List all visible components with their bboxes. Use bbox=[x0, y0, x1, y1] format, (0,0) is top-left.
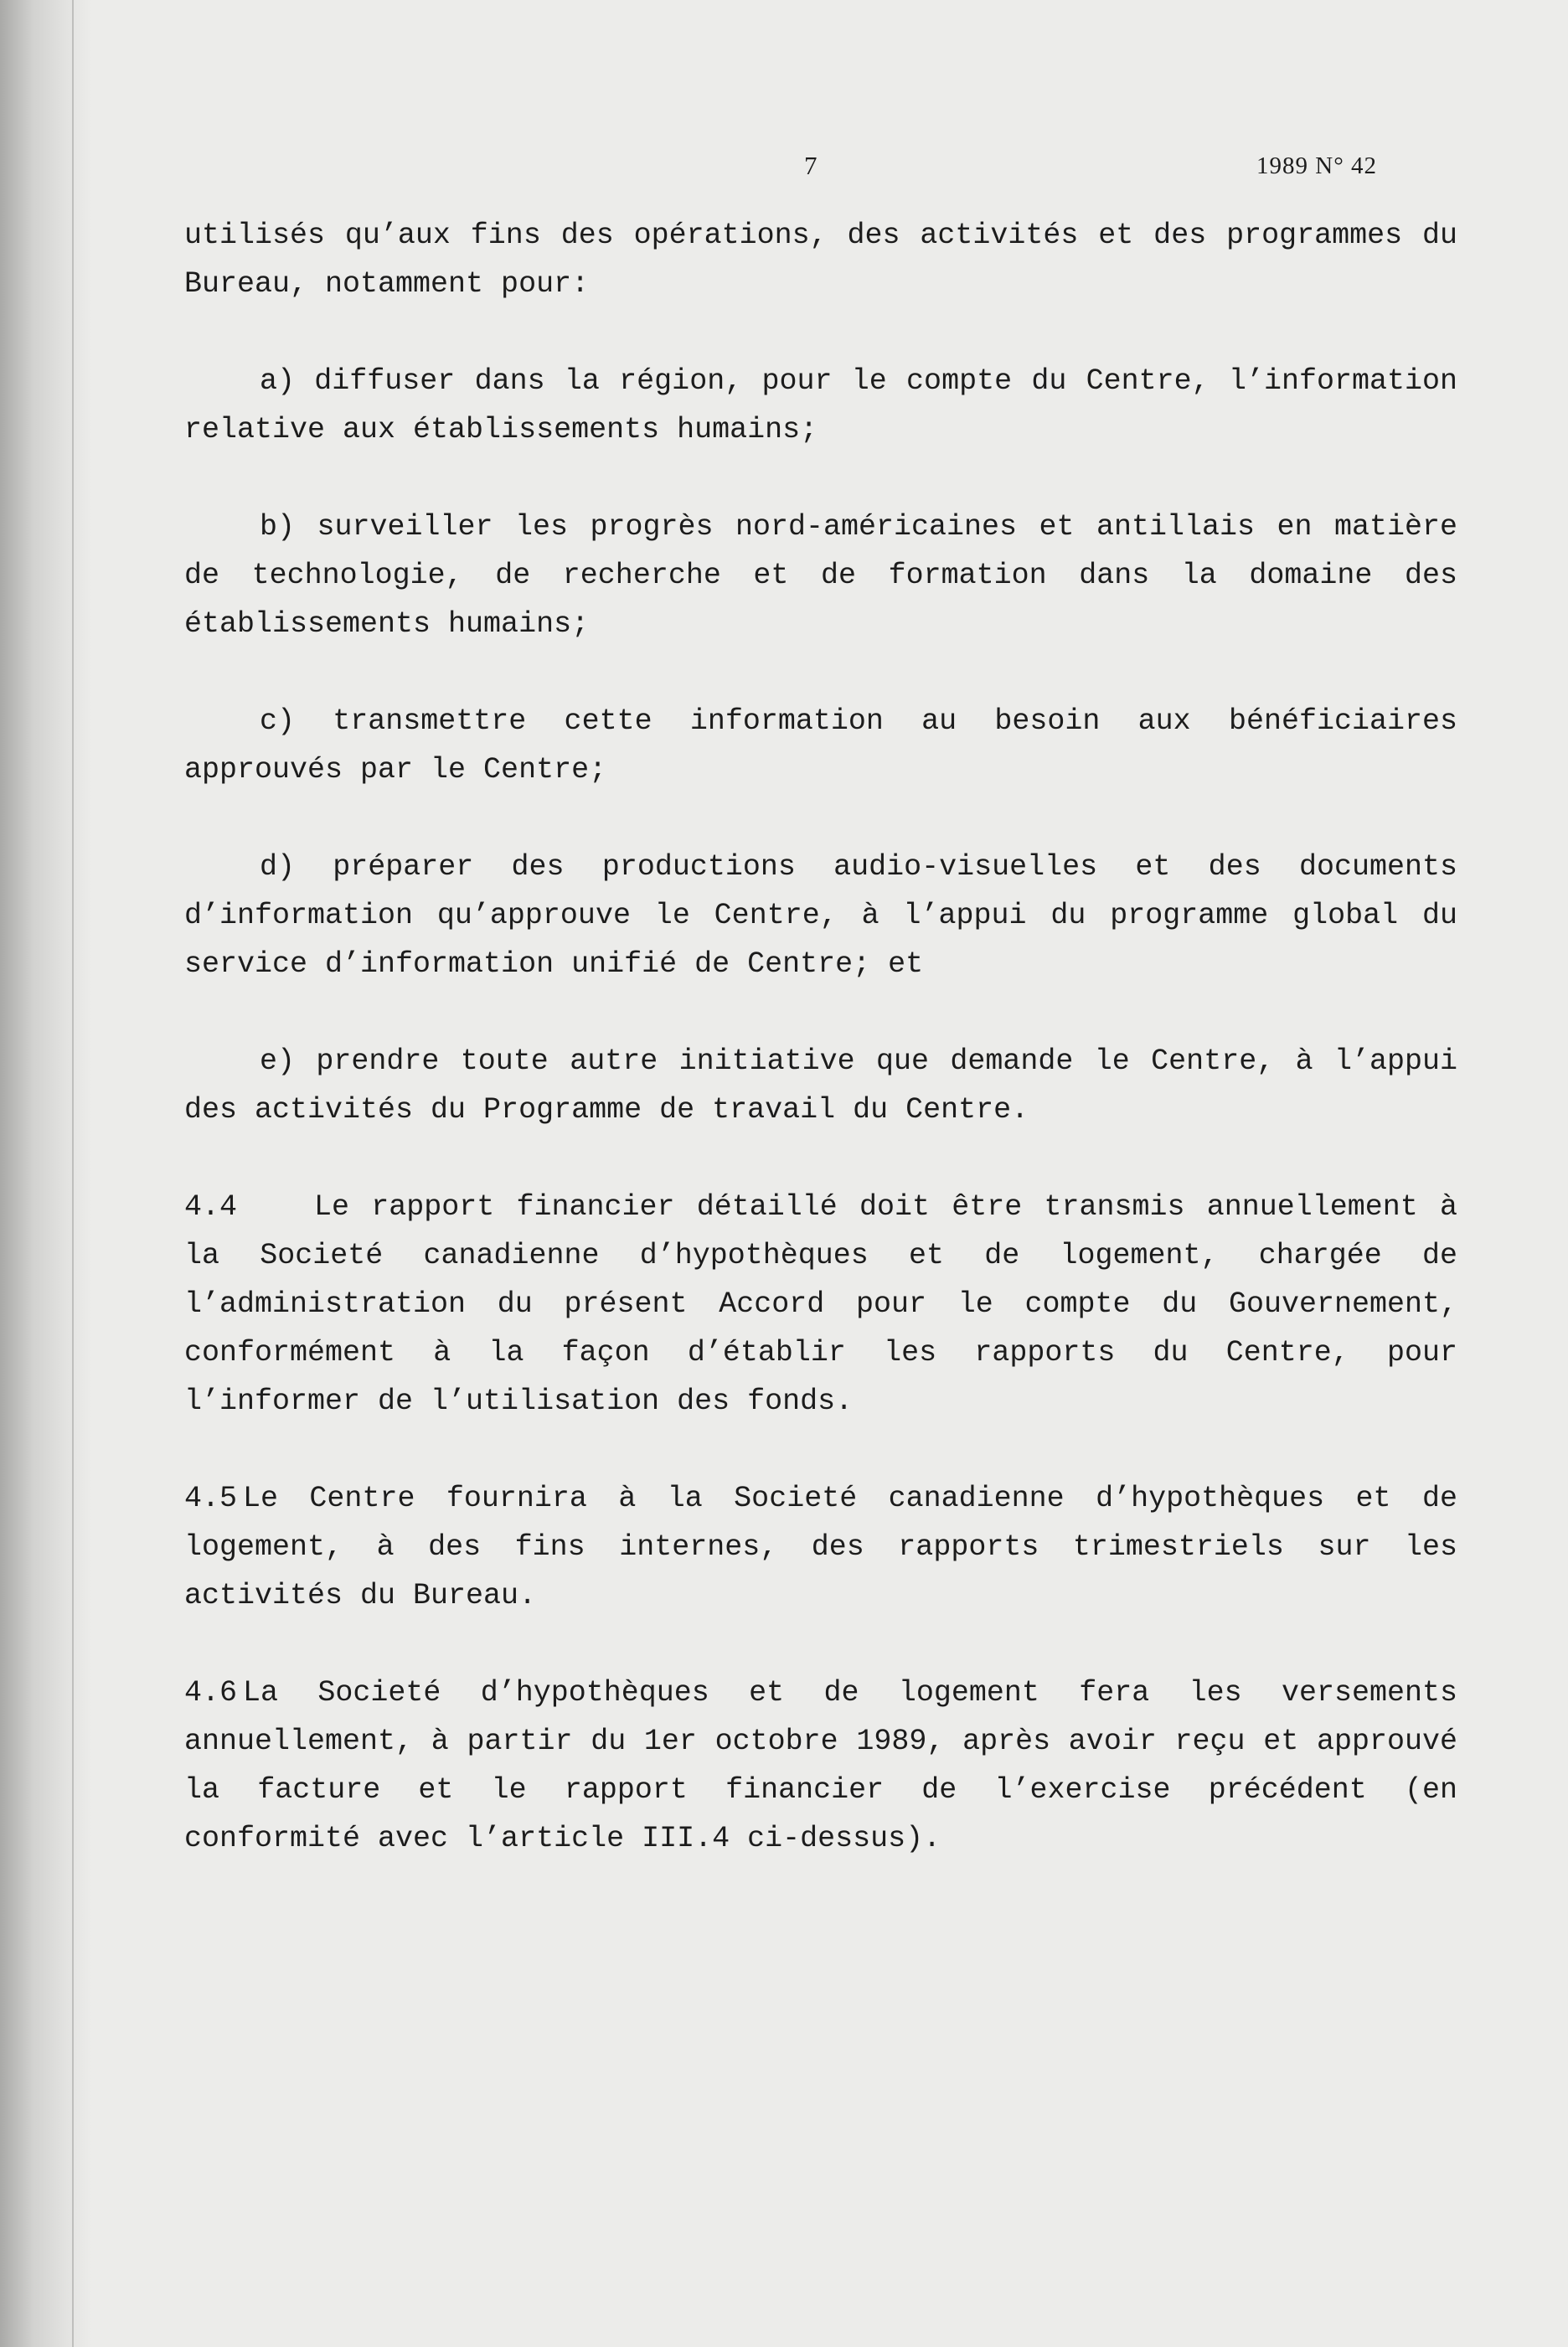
section-4-4 bbox=[184, 1183, 1457, 1426]
binding-crease bbox=[72, 0, 74, 2347]
page-number: 7 bbox=[804, 151, 818, 180]
list-item-b: b) surveiller les progrès nord-américaines et antillais en matière de technologie, de recherche et de formation dans la domaine des établissements humains; bbox=[184, 510, 1457, 641]
intro-paragraph: utilisés qu’aux fins des opérations, des activités et des programmes du Bureau, notamment pour: bbox=[184, 219, 1457, 301]
section-number: 4.6 bbox=[184, 1676, 238, 1710]
section-text: Le rapport financier détaillé doit être transmis annuellement à la Societé canadienne d’hypothèques et de logement, chargée de l’administration du présent Accord pour le compte du Gouvernement, conformément à la façon d’établir les rapports du Centre, pour l’informer de l’utilisation des fonds. bbox=[184, 1190, 1457, 1418]
binding-edge bbox=[0, 0, 92, 2347]
section-4-5 bbox=[184, 1474, 1457, 1620]
list-item-d: d) préparer des productions audio-visuelles et des documents d’information qu’approuve le Centre, à l’appui du programme global du service d’information unifié de Centre; et bbox=[184, 850, 1457, 981]
section-number: 4.4 bbox=[184, 1190, 238, 1224]
section-text: Le Centre fournira à la Societé canadienne d’hypothèques et de logement, à des fins internes, des rapports trimestriels sur les activités du Bureau. bbox=[184, 1482, 1457, 1612]
list-item-e: e) prendre toute autre initiative que demande le Centre, à l’appui des activités du Programme de travail du Centre. bbox=[184, 1045, 1457, 1127]
document-body bbox=[184, 211, 1457, 1911]
list-item-a: a) diffuser dans la région, pour le compte du Centre, l’information relative aux établissements humains; bbox=[184, 364, 1457, 446]
section-number: 4.5 bbox=[184, 1482, 238, 1515]
section-text: La Societé d’hypothèques et de logement fera les versements annuellement, à partir du 1er octobre 1989, après avoir reçu et approuvé la facture et le rapport financier de l’exercise précédent (en conformité avec l’article III.4 ci-dessus). bbox=[184, 1676, 1457, 1855]
list-item-c: c) transmettre cette information au besoin aux bénéficiaires approuvés par le Centre; bbox=[184, 704, 1457, 787]
document-reference: 1989 N° 42 bbox=[1256, 152, 1378, 179]
section-4-6 bbox=[184, 1669, 1457, 1863]
